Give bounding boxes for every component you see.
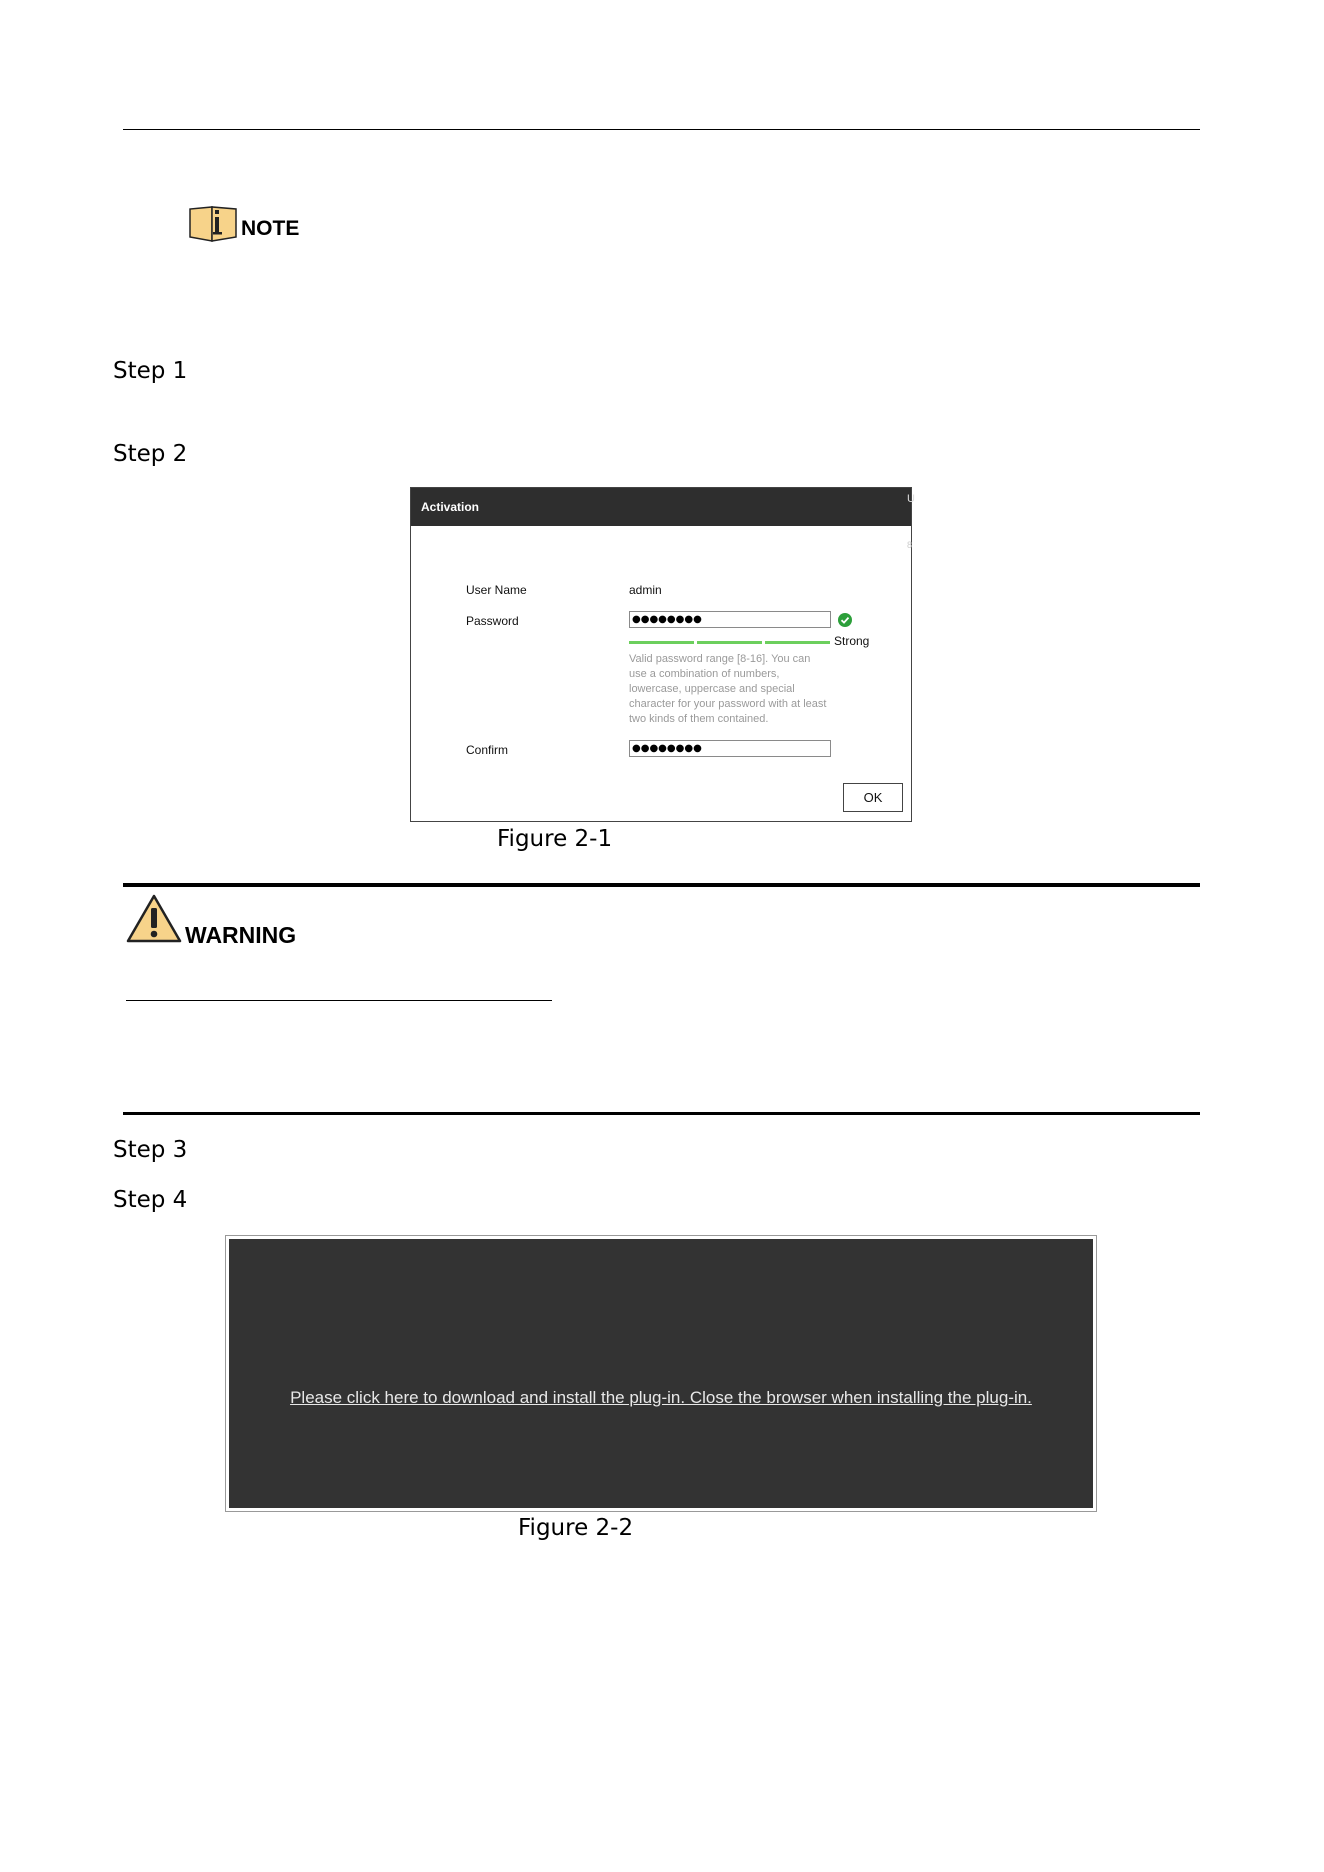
username-label: User Name [466,583,527,597]
activation-dialog [410,487,915,822]
plugin-panel [229,1239,1093,1508]
step-3-label: Step 3 [113,1137,188,1163]
step-4-label: Step 4 [113,1187,188,1213]
header-rule [123,129,1200,130]
clipped-glyph-mid: 8 [907,540,913,550]
dialog-header [411,488,911,526]
download-plugin-link[interactable]: Please click here to download and install the plug-in. Close the browser when installing the plug-in. [290,1388,1032,1407]
warning-triangle-icon [125,893,183,945]
confirm-input[interactable]: ●●●●●●●● [629,740,831,757]
check-circle-icon [838,613,852,627]
step-2-label: Step 2 [113,441,188,467]
note-label: NOTE [241,217,300,240]
warning-bottom-rule [123,1112,1200,1115]
strength-bar-3 [765,641,830,644]
password-input[interactable]: ●●●●●●●● [629,611,831,628]
strength-label: Strong [834,634,870,648]
strength-bar-1 [629,641,694,644]
password-hint: Valid password range [8-16]. You can use a combination of numbers, lowercase, uppercase and special character for your password with at least two kinds of them contained. [629,653,827,725]
username-value: admin [629,583,662,597]
clipped-glyph-top: U [907,493,915,505]
warning-label: WARNING [185,922,297,948]
password-label: Password [466,614,519,628]
figure-2-1-caption: Figure 2-1 [497,826,613,852]
note-icon [188,203,238,241]
plugin-frame [225,1235,1097,1512]
ok-button[interactable]: OK [843,783,903,812]
confirm-label: Confirm [466,743,509,757]
step-1-label: Step 1 [113,358,188,384]
warning-underline [126,1000,552,1001]
dialog-title: Activation [421,500,480,514]
figure-2-2-caption: Figure 2-2 [518,1515,634,1541]
strength-bar-2 [697,641,762,644]
warning-top-rule [123,883,1200,887]
